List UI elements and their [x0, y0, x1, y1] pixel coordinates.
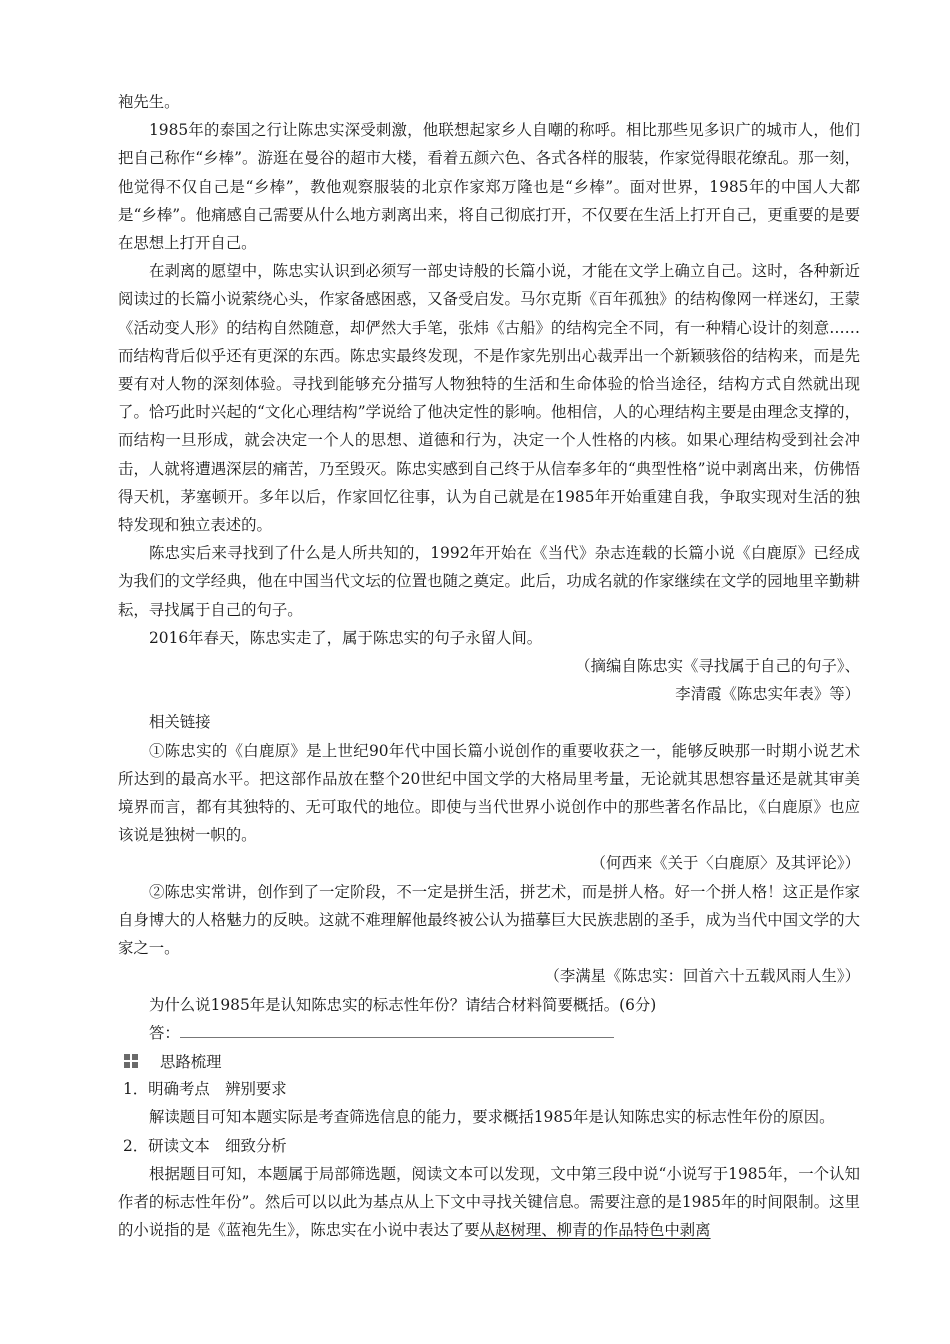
related-link-item-1-source: （何西来《关于〈白鹿原〉及其评论》） [590, 854, 860, 873]
source-citation-line2: 李清霞《陈忠实年表》等） [675, 685, 860, 704]
thinking-section-title [124, 1047, 860, 1075]
paragraph-thailand-trip: 1985年的泰国之行让陈忠实深受刺激，他联想起家乡人自嘲的称呼。相比那些见多识广的城市人，他们把自己称作“乡棒”。游逛在曼谷的超市大楼，看着五颜六色、各式各样的服装，作家觉得眼花缭乱。那一刻，他觉得不仅自己是“乡棒”，教他观察服装的北京作家郑万隆也是“乡棒”。面对世界，1985年的中国人大都是“乡棒”。他痛感自己需要从什么地方剥离出来，将自己彻底打开，不仅要在生活上打开自己，更重要的是要在思想上打开自己。 [118, 121, 860, 253]
related-links-heading: 相关链接 [149, 713, 211, 732]
paragraph-structure-insight: 在剥离的愿望中，陈忠实认识到必须写一部史诗般的长篇小说，才能在文学上确立自己。这时，各种新近阅读过的长篇小说萦绕心头，作家备感困惑，又备受启发。马尔克斯《百年孤独》的结构像网一样迷幻，王蒙《活动变人形》的结构自然随意，却俨然大手笔，张炜《古船》的结构完全不同，有一种精心设计的刻意……而结构背后似乎还有更深的东西。陈忠实最终发现，不是作家先别出心裁弄出一个新颖骇俗的结构来，而是先要有对人物的深刻体验。寻找到能够充分描写人物独特的生活和生命体验的恰当途径，结构方式自然就出现了。恰巧此时兴起的“文化心理结构”学说给了他决定性的影响。他相信，人的心理结构主要是由理念支撑的，而结构一旦形成，就会决定一个人的思想、道德和行为，决定一个人性格的内核。如果心理结构受到社会冲击，人就将遭遇深层的痛苦，乃至毁灭。陈忠实感到自己终于从信奉多年的“典型性格”说中剥离出来，仿佛悟得天机，茅塞顿开。多年以后，作家回忆往事，认为自己就是在1985年开始重建自我，争取实现对生活的独特发现和独立表述的。 [118, 262, 860, 535]
related-link-item-1: ①陈忠实的《白鹿原》是上世纪90年代中国长篇小说创作的重要收获之一，能够反映那一时期小说艺术所达到的最高水平。把这部作品放在整个20世纪中国文学的大格局里考量，无论就其思想容量还是就其审美境界而言，都有其独特的、无可取代的地位。即使与当代世界小说创作中的那些著名作品比，《白鹿原》也应该说是独树一帜的。 [118, 741, 860, 845]
step-2-text-main: 根据题目可知，本题属于局部筛选题，阅读文本可以发现，文中第三段中说“小说写于1985年，一个认知作者的标志性年份”。然后可以以此为基点从上下文中寻找关键信息。需要注意的是1985年的时间限制。这里的小说指的是《蓝袍先生》，陈忠实在小说中表达了要 [118, 1164, 860, 1240]
question-text: 为什么说1985年是认知陈忠实的标志性年份？请结合材料简要概括。(6分) [149, 995, 657, 1014]
paragraph-intro-end: 袍先生。 [118, 93, 180, 111]
answer-row [118, 1019, 860, 1047]
step-2-title: 2．研读文本 细致分析 [123, 1136, 287, 1155]
paragraph-bailuyuan: 陈忠实后来寻找到了什么是人所共知的，1992年开始在《当代》杂志连载的长篇小说《白鹿原》已经成为我们的文学经典，他在中国当代文坛的位置也随之奠定。此后，功成名就的作家继续在文学的园地里辛勤耕耘，寻找属于自己的句子。 [118, 544, 860, 619]
step-2-underlined-text: 从赵树理、柳青的作品特色中剥离 [479, 1221, 711, 1240]
step-1-title: 1．明确考点 辨别要求 [123, 1080, 287, 1099]
document-page [118, 88, 860, 1244]
step-2-text [118, 1160, 860, 1245]
paragraph-2016: 2016年春天，陈忠实走了，属于陈忠实的句子永留人间。 [149, 628, 543, 647]
source-citation-line1: （摘编自陈忠实《寻找属于自己的句子》、 [575, 657, 860, 676]
grid-icon [124, 1054, 138, 1068]
answer-label: 答： [149, 1023, 180, 1042]
related-link-item-2-source: （李满星《陈忠实：回首六十五载风雨人生》） [544, 967, 860, 986]
thinking-title-text: 思路梳理 [160, 1053, 222, 1071]
related-link-item-2: ②陈忠实常讲，创作到了一定阶段，不一定是拼生活，拼艺术，而是拼人格。好一个拼人格！这正是作家自身博大的人格魅力的反映。这就不难理解他最终被公认为描摹巨大民族悲剧的圣手，成为当代中国文学的大家之一。 [118, 882, 860, 958]
answer-blank-line[interactable] [180, 1023, 614, 1038]
step-1-text: 解读题目可知本题实际是考查筛选信息的能力，要求概括1985年是认知陈忠实的标志性年份的原因。 [149, 1108, 835, 1127]
